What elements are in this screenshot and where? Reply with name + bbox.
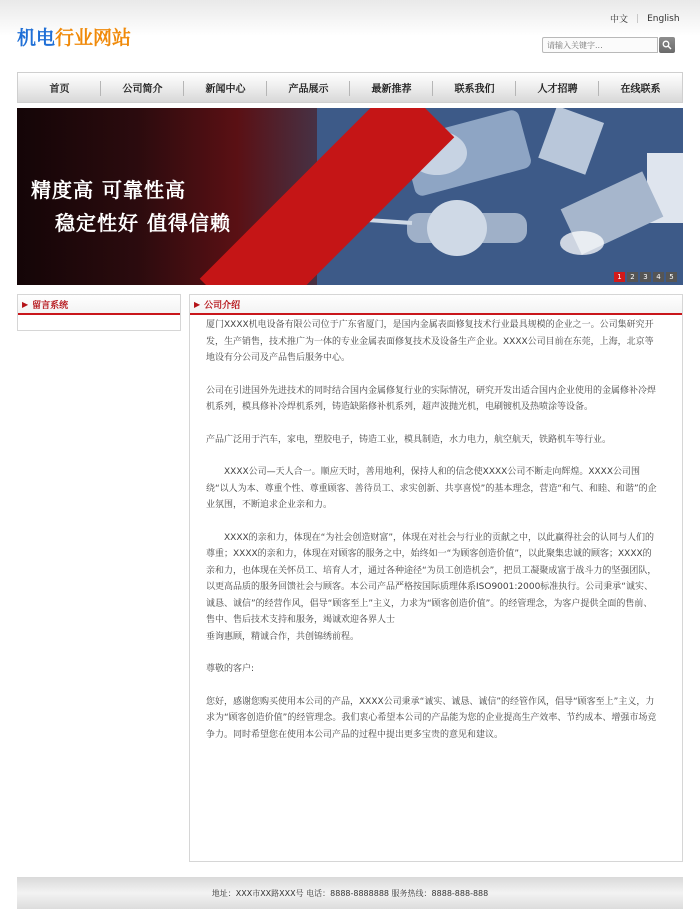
- banner-dot-4[interactable]: 4: [653, 272, 664, 282]
- intro-paragraph-3: 产品广泛用于汽车，家电，塑胶电子，铸造工业，模具制造，水力电力，航空航天，铁路机车等行业。: [206, 434, 612, 445]
- search-input[interactable]: [542, 37, 658, 53]
- intro-paragraph-4: XXXX公司—天人合一。顺应天时，善用地利，保持人和的信念使XXXX公司不断走向辉煌。XXXX公司围绕“以人为本、尊重个性、尊重顾客、善待员工、求实创新、共享喜悦”的基本理念，营造“和气、和睦、和谐”的企业氛围，不断追求企业亲和力。: [206, 467, 657, 510]
- intro-paragraph-6: 尊敬的客户:: [206, 664, 255, 674]
- language-switcher: [610, 12, 680, 25]
- logo-text-part2: 行业网站: [55, 27, 132, 49]
- nav-item-products[interactable]: 产品展示: [267, 73, 350, 102]
- nav-item-about[interactable]: 公司简介: [101, 73, 184, 102]
- lang-divider: |: [636, 13, 640, 24]
- intro-paragraph-5: XXXX的亲和力，体现在“为社会创造财富”，体现在对社会与行业的贡献之中，以此赢得社会的认同与人们的尊重；XXXX的亲和力，体现在对顾客的服务之中，始终如一“为顾客创造价值”，以此聚集忠诚的顾客；XXXX的亲和力，也体现在关怀员工、培育人才，通过各种途径“为员工创造机会”，把员工凝聚成富于战斗力的坚强团队，以更高品质的服务回馈社会与顾客。本公司产品严格按国际质理体系ISO9001:2000标准执行。公司秉承“诚实、诚恳、诚信”的经营作风，倡导“顾客至上”主义，力求为“顾客创造价值”。的经管理念，为客户提供全面的售前、售中、售后技术支持和服务，竭诚欢迎各界人士 垂询惠顾，精诚合作，共创锦绣前程。: [206, 532, 657, 642]
- nav-item-contact[interactable]: 联系我们: [433, 73, 516, 102]
- guestbook-header: [18, 295, 180, 315]
- nav-item-online-contact[interactable]: 在线联系: [620, 84, 661, 95]
- company-intro-title: 公司介绍: [204, 300, 241, 311]
- search-bar: [542, 37, 675, 53]
- hero-banner[interactable]: [17, 108, 683, 285]
- site-logo[interactable]: [17, 23, 131, 50]
- lang-english-link[interactable]: English: [647, 13, 680, 24]
- logo-text-part1: 机电: [17, 27, 56, 49]
- nav-item-home[interactable]: 首页: [18, 73, 101, 102]
- triangle-bullet-icon: ▶: [22, 299, 29, 309]
- main-nav: [17, 72, 683, 103]
- guestbook-panel: [17, 294, 181, 331]
- banner-dot-5[interactable]: 5: [666, 272, 677, 282]
- nav-item-jobs[interactable]: 人才招聘: [516, 73, 599, 102]
- search-icon: [662, 40, 672, 50]
- banner-dot-2[interactable]: 2: [627, 272, 638, 282]
- search-button[interactable]: [659, 37, 675, 53]
- intro-paragraph-1: 厦门XXXX机电设备有限公司位于广东省厦门，是国内金属表面修复技术行业最具规模的企业之一。公司集研究开发，生产销售，技术推广为一体的专业金属表面修复技术及设备生产企业。XXXX公司目前在东莞，上海，北京等地设有分公司及产品售后服务中心。: [206, 320, 654, 363]
- nav-item-news[interactable]: 新闻中心: [184, 73, 267, 102]
- intro-paragraph-2: 公司在引进国外先进技术的同时结合国内金属修复行业的实际情况，研究开发出适合国内企业使用的金属修补冷焊机系列，模具修补冷焊机系列，铸造缺陷修补机系列，超声波抛光机，电刷镀机及热喷涂等设备。: [206, 385, 657, 412]
- lang-chinese-link[interactable]: 中文: [610, 15, 629, 25]
- company-intro-content: [206, 317, 660, 743]
- guestbook-title[interactable]: 留言系统: [32, 300, 69, 311]
- banner-dot-1[interactable]: 1: [614, 272, 625, 282]
- banner-headline-2: 稳定性好 值得信赖: [55, 211, 231, 235]
- site-footer: [17, 877, 683, 909]
- triangle-bullet-icon: ▶: [194, 299, 201, 309]
- footer-contact-info: 地址：XXX市XX路XXX号 电话：8888-8888888 服务热线：8888-888-888: [211, 888, 489, 898]
- intro-paragraph-7: 您好，感谢您购买使用本公司的产品，XXXX公司秉承“诚实、诚恳、诚信”的经管作风，倡导“顾客至上”主义，力求为“顾客创造价值”的经管理念。我们衷心希望本公司的产品能为您的企业提高生产效率、节约成本、增强市场竞争力。同时希望您在使用本公司产品的过程中提出更多宝贵的意见和建议。: [206, 696, 657, 740]
- banner-headline-1: 精度高 可靠性高: [31, 178, 186, 202]
- nav-item-recommended[interactable]: 最新推荐: [350, 73, 433, 102]
- banner-dot-3[interactable]: 3: [640, 272, 651, 282]
- banner-pagination: [614, 272, 677, 282]
- company-intro-header: [190, 295, 682, 315]
